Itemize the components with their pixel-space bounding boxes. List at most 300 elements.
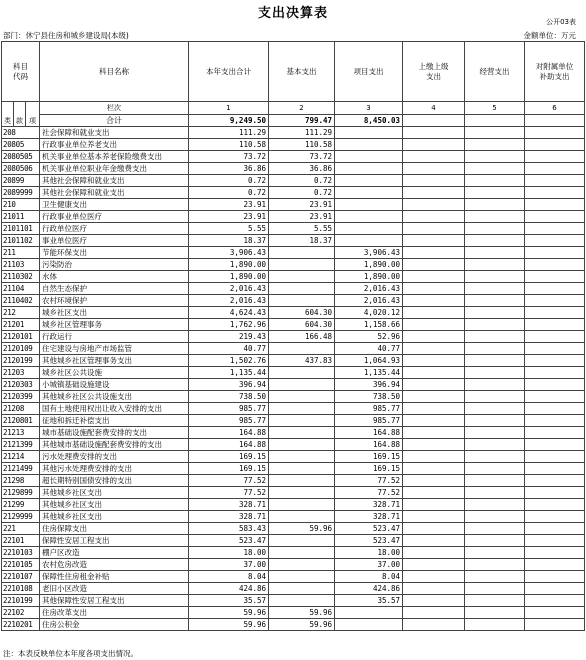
- row-upper: [403, 223, 465, 235]
- row-upper: [403, 139, 465, 151]
- row-project: 2,016.43: [335, 283, 403, 295]
- row-code: 2210108: [2, 583, 40, 595]
- row-business: [465, 439, 525, 451]
- row-code: 21201: [2, 319, 40, 331]
- row-basic: [269, 259, 335, 271]
- row-basic: 36.86: [269, 163, 335, 175]
- row-total: 1,762.96: [189, 319, 269, 331]
- row-basic: 59.96: [269, 523, 335, 535]
- row-total: 77.52: [189, 475, 269, 487]
- row-total: 1,135.44: [189, 367, 269, 379]
- row-name: 棚户区改造: [40, 547, 189, 559]
- row-upper: [403, 475, 465, 487]
- table-row: [2, 511, 585, 523]
- row-code: 2210105: [2, 559, 40, 571]
- table-row: [2, 403, 585, 415]
- row-basic: 110.58: [269, 139, 335, 151]
- total-sum: 9,249.50: [189, 115, 269, 127]
- page-title: 支出决算表: [257, 6, 328, 21]
- row-total: 583.43: [189, 523, 269, 535]
- row-project: 169.15: [335, 463, 403, 475]
- row-project: [335, 619, 403, 631]
- row-upper: [403, 175, 465, 187]
- row-code: 2120109: [2, 343, 40, 355]
- row-name: 行政事业单位养老支出: [40, 139, 189, 151]
- row-upper: [403, 523, 465, 535]
- row-business: [465, 259, 525, 271]
- row-name: 节能环保支出: [40, 247, 189, 259]
- row-business: [465, 547, 525, 559]
- row-upper: [403, 271, 465, 283]
- row-upper: [403, 571, 465, 583]
- row-business: [465, 163, 525, 175]
- row-business: [465, 475, 525, 487]
- total-row: [2, 115, 585, 127]
- row-name: 其他城乡社区公共设施支出: [40, 391, 189, 403]
- row-code: 21298: [2, 475, 40, 487]
- row-basic: [269, 391, 335, 403]
- col-number-3: 3: [335, 102, 403, 115]
- row-name: 水体: [40, 271, 189, 283]
- department-label: 部门：休宁县住房和城乡建设局(本级): [3, 31, 129, 40]
- row-project: 396.94: [335, 379, 403, 391]
- row-total: 40.77: [189, 343, 269, 355]
- row-project: [335, 607, 403, 619]
- row-basic: [269, 283, 335, 295]
- row-code: 2210201: [2, 619, 40, 631]
- row-name: 社会保障和就业支出: [40, 127, 189, 139]
- row-upper: [403, 235, 465, 247]
- row-business: [465, 343, 525, 355]
- row-code: 208: [2, 127, 40, 139]
- table-row: [2, 463, 585, 475]
- table-row: [2, 367, 585, 379]
- row-project: 77.52: [335, 475, 403, 487]
- row-subsidy: [525, 619, 585, 631]
- row-basic: [269, 403, 335, 415]
- row-name: 城乡社区公共设施: [40, 367, 189, 379]
- row-subsidy: [525, 499, 585, 511]
- table-row: [2, 415, 585, 427]
- table-row: [2, 163, 585, 175]
- row-business: [465, 583, 525, 595]
- row-upper: [403, 559, 465, 571]
- row-business: [465, 415, 525, 427]
- row-total: 2,016.43: [189, 283, 269, 295]
- row-code: 2120399: [2, 391, 40, 403]
- row-project: 37.00: [335, 559, 403, 571]
- row-name: 住房保障支出: [40, 523, 189, 535]
- row-project: 40.77: [335, 343, 403, 355]
- col-header-upper: 上缴上级 支出: [403, 42, 465, 102]
- row-name: 行政运行: [40, 331, 189, 343]
- row-business: [465, 523, 525, 535]
- table-row: [2, 379, 585, 391]
- row-subsidy: [525, 307, 585, 319]
- col-header-basic: 基本支出: [269, 42, 335, 102]
- row-subsidy: [525, 475, 585, 487]
- row-code: 2120801: [2, 415, 40, 427]
- table-row: [2, 343, 585, 355]
- row-upper: [403, 211, 465, 223]
- row-upper: [403, 595, 465, 607]
- row-subsidy: [525, 523, 585, 535]
- row-code: 2089999: [2, 187, 40, 199]
- row-total: 0.72: [189, 175, 269, 187]
- col-number-4: 4: [403, 102, 465, 115]
- row-total: 59.96: [189, 619, 269, 631]
- table-row: [2, 427, 585, 439]
- row-code: 2121399: [2, 439, 40, 451]
- table-row: [2, 199, 585, 211]
- row-code: 2101102: [2, 235, 40, 247]
- row-basic: [269, 583, 335, 595]
- row-total: 18.00: [189, 547, 269, 559]
- row-upper: [403, 331, 465, 343]
- row-basic: 604.30: [269, 319, 335, 331]
- total-upper: [403, 115, 465, 127]
- row-total: 164.88: [189, 427, 269, 439]
- row-business: [465, 223, 525, 235]
- row-project: 1,158.66: [335, 319, 403, 331]
- row-subsidy: [525, 379, 585, 391]
- row-subsidy: [525, 187, 585, 199]
- row-basic: 0.72: [269, 187, 335, 199]
- row-project: 77.52: [335, 487, 403, 499]
- row-code: 21011: [2, 211, 40, 223]
- sub-header-kuan: 款: [14, 102, 26, 127]
- row-name: 污染防治: [40, 259, 189, 271]
- row-upper: [403, 547, 465, 559]
- row-name: 住房改革支出: [40, 607, 189, 619]
- row-business: [465, 211, 525, 223]
- row-code: 21214: [2, 451, 40, 463]
- table-row: [2, 247, 585, 259]
- row-subsidy: [525, 583, 585, 595]
- row-subsidy: [525, 391, 585, 403]
- row-code: 2080506: [2, 163, 40, 175]
- table-row: [2, 271, 585, 283]
- table-row: [2, 283, 585, 295]
- total-project: 8,450.03: [335, 115, 403, 127]
- row-business: [465, 367, 525, 379]
- column-header-row: [2, 42, 585, 102]
- row-name: 行政单位医疗: [40, 223, 189, 235]
- row-name: 住宅建设与房地产市场监管: [40, 343, 189, 355]
- row-business: [465, 175, 525, 187]
- row-total: 396.94: [189, 379, 269, 391]
- row-upper: [403, 439, 465, 451]
- row-name: 农村危房改造: [40, 559, 189, 571]
- row-subsidy: [525, 319, 585, 331]
- col-header-project: 项目支出: [335, 42, 403, 102]
- row-total: 8.04: [189, 571, 269, 583]
- row-subsidy: [525, 571, 585, 583]
- row-project: 328.71: [335, 499, 403, 511]
- row-total: 59.96: [189, 607, 269, 619]
- row-upper: [403, 535, 465, 547]
- row-upper: [403, 307, 465, 319]
- row-subsidy: [525, 547, 585, 559]
- row-total: 219.43: [189, 331, 269, 343]
- row-subsidy: [525, 127, 585, 139]
- row-business: [465, 379, 525, 391]
- expenditure-table-wrapper: [1, 41, 585, 631]
- row-code: 210: [2, 199, 40, 211]
- table-row: [2, 523, 585, 535]
- row-basic: 166.48: [269, 331, 335, 343]
- row-upper: [403, 391, 465, 403]
- row-code: 211: [2, 247, 40, 259]
- col-header-total: 本年支出合计: [189, 42, 269, 102]
- table-row: [2, 223, 585, 235]
- table-row: [2, 331, 585, 343]
- row-code: 21213: [2, 427, 40, 439]
- row-name: 住房公积金: [40, 619, 189, 631]
- row-basic: [269, 547, 335, 559]
- column-number-row: [2, 102, 585, 115]
- row-business: [465, 559, 525, 571]
- row-name: 城乡社区管理事务: [40, 319, 189, 331]
- col-number-1: 1: [189, 102, 269, 115]
- row-business: [465, 319, 525, 331]
- row-code: 2129999: [2, 511, 40, 523]
- col-number-5: 5: [465, 102, 525, 115]
- row-code: 2120303: [2, 379, 40, 391]
- row-basic: [269, 295, 335, 307]
- row-upper: [403, 415, 465, 427]
- row-basic: [269, 463, 335, 475]
- row-project: 523.47: [335, 523, 403, 535]
- row-upper: [403, 619, 465, 631]
- row-basic: 23.91: [269, 199, 335, 211]
- row-total: 328.71: [189, 499, 269, 511]
- row-code: 2121499: [2, 463, 40, 475]
- total-basic: 799.47: [269, 115, 335, 127]
- row-total: 4,624.43: [189, 307, 269, 319]
- row-upper: [403, 487, 465, 499]
- row-upper: [403, 163, 465, 175]
- table-row: [2, 547, 585, 559]
- total-subsidy: [525, 115, 585, 127]
- row-code: 21104: [2, 283, 40, 295]
- table-row: [2, 595, 585, 607]
- row-project: 1,135.44: [335, 367, 403, 379]
- row-business: [465, 535, 525, 547]
- row-code: 21203: [2, 367, 40, 379]
- row-business: [465, 199, 525, 211]
- row-basic: [269, 499, 335, 511]
- row-basic: [269, 247, 335, 259]
- total-label: 合计: [40, 115, 189, 127]
- table-row: [2, 355, 585, 367]
- row-subsidy: [525, 211, 585, 223]
- row-total: 424.86: [189, 583, 269, 595]
- table-row: [2, 607, 585, 619]
- row-upper: [403, 607, 465, 619]
- row-subsidy: [525, 259, 585, 271]
- row-basic: [269, 379, 335, 391]
- row-basic: [269, 439, 335, 451]
- row-name: 其他社会保障和就业支出: [40, 175, 189, 187]
- footer-note: 注：本表反映单位本年度各项支出情况。: [3, 649, 138, 658]
- row-subsidy: [525, 367, 585, 379]
- table-row: [2, 211, 585, 223]
- table-row: [2, 175, 585, 187]
- row-subsidy: [525, 595, 585, 607]
- row-code: 2110402: [2, 295, 40, 307]
- row-upper: [403, 187, 465, 199]
- row-project: [335, 139, 403, 151]
- row-name: 自然生态保护: [40, 283, 189, 295]
- row-upper: [403, 511, 465, 523]
- row-total: 169.15: [189, 463, 269, 475]
- row-upper: [403, 403, 465, 415]
- row-name: 机关事业单位职业年金缴费支出: [40, 163, 189, 175]
- row-name: 污水处理费安排的支出: [40, 451, 189, 463]
- row-code: 221: [2, 523, 40, 535]
- expenditure-table: [1, 41, 585, 631]
- row-total: 1,890.00: [189, 259, 269, 271]
- row-basic: 18.37: [269, 235, 335, 247]
- table-row: [2, 559, 585, 571]
- table-row: [2, 187, 585, 199]
- row-name: 农村环境保护: [40, 295, 189, 307]
- row-project: [335, 187, 403, 199]
- row-project: 1,064.93: [335, 355, 403, 367]
- row-business: [465, 451, 525, 463]
- row-subsidy: [525, 439, 585, 451]
- row-basic: 23.91: [269, 211, 335, 223]
- row-subsidy: [525, 607, 585, 619]
- row-upper: [403, 367, 465, 379]
- row-basic: [269, 595, 335, 607]
- row-name: 卫生健康支出: [40, 199, 189, 211]
- row-total: 985.77: [189, 415, 269, 427]
- row-subsidy: [525, 427, 585, 439]
- row-name: 城市基础设施配套费安排的支出: [40, 427, 189, 439]
- row-business: [465, 499, 525, 511]
- row-upper: [403, 583, 465, 595]
- row-upper: [403, 499, 465, 511]
- row-project: [335, 235, 403, 247]
- table-row: [2, 571, 585, 583]
- sub-header-xiang: 项: [26, 102, 40, 127]
- row-project: 169.15: [335, 451, 403, 463]
- row-code: 21299: [2, 499, 40, 511]
- row-total: 37.00: [189, 559, 269, 571]
- row-total: 77.52: [189, 487, 269, 499]
- table-row: [2, 319, 585, 331]
- row-name: 其他城乡社区支出: [40, 511, 189, 523]
- row-business: [465, 355, 525, 367]
- row-subsidy: [525, 175, 585, 187]
- row-project: [335, 151, 403, 163]
- row-basic: [269, 559, 335, 571]
- row-name: 其他城乡社区支出: [40, 487, 189, 499]
- table-row: [2, 391, 585, 403]
- table-row: [2, 451, 585, 463]
- row-business: [465, 283, 525, 295]
- row-code: 2210103: [2, 547, 40, 559]
- row-name: 保障性安居工程支出: [40, 535, 189, 547]
- col-header-name: 科目名称: [40, 42, 189, 102]
- row-business: [465, 127, 525, 139]
- row-code: 20899: [2, 175, 40, 187]
- row-business: [465, 595, 525, 607]
- row-upper: [403, 247, 465, 259]
- expenditure-rows: [2, 127, 585, 631]
- row-upper: [403, 379, 465, 391]
- row-total: 0.72: [189, 187, 269, 199]
- table-row: [2, 235, 585, 247]
- row-project: [335, 211, 403, 223]
- row-project: 523.47: [335, 535, 403, 547]
- row-subsidy: [525, 355, 585, 367]
- row-project: 52.96: [335, 331, 403, 343]
- row-upper: [403, 343, 465, 355]
- row-subsidy: [525, 235, 585, 247]
- row-project: 1,890.00: [335, 259, 403, 271]
- row-basic: 59.96: [269, 607, 335, 619]
- row-project: 1,890.00: [335, 271, 403, 283]
- row-upper: [403, 127, 465, 139]
- row-upper: [403, 295, 465, 307]
- row-basic: [269, 571, 335, 583]
- row-business: [465, 271, 525, 283]
- row-basic: [269, 475, 335, 487]
- row-project: 985.77: [335, 403, 403, 415]
- row-code: 2120199: [2, 355, 40, 367]
- table-row: [2, 439, 585, 451]
- row-basic: [269, 487, 335, 499]
- col-number-6: 6: [525, 102, 585, 115]
- row-business: [465, 295, 525, 307]
- row-total: 18.37: [189, 235, 269, 247]
- row-name: 其他城乡社区支出: [40, 499, 189, 511]
- row-subsidy: [525, 295, 585, 307]
- row-project: 985.77: [335, 415, 403, 427]
- row-project: [335, 223, 403, 235]
- table-row: [2, 307, 585, 319]
- row-business: [465, 307, 525, 319]
- row-upper: [403, 199, 465, 211]
- row-total: 328.71: [189, 511, 269, 523]
- row-name: 小城镇基础设施建设: [40, 379, 189, 391]
- row-name: 征地和拆迁补偿支出: [40, 415, 189, 427]
- row-code: 2129899: [2, 487, 40, 499]
- row-business: [465, 331, 525, 343]
- row-total: 164.88: [189, 439, 269, 451]
- row-subsidy: [525, 535, 585, 547]
- row-subsidy: [525, 511, 585, 523]
- row-subsidy: [525, 271, 585, 283]
- row-total: 985.77: [189, 403, 269, 415]
- row-code: 2210107: [2, 571, 40, 583]
- row-business: [465, 391, 525, 403]
- total-business: [465, 115, 525, 127]
- row-code: 2101101: [2, 223, 40, 235]
- row-basic: 73.72: [269, 151, 335, 163]
- row-business: [465, 151, 525, 163]
- row-name: 其他保障性安居工程支出: [40, 595, 189, 607]
- table-row: [2, 535, 585, 547]
- row-upper: [403, 463, 465, 475]
- row-subsidy: [525, 199, 585, 211]
- row-basic: [269, 343, 335, 355]
- row-basic: 111.29: [269, 127, 335, 139]
- table-row: [2, 151, 585, 163]
